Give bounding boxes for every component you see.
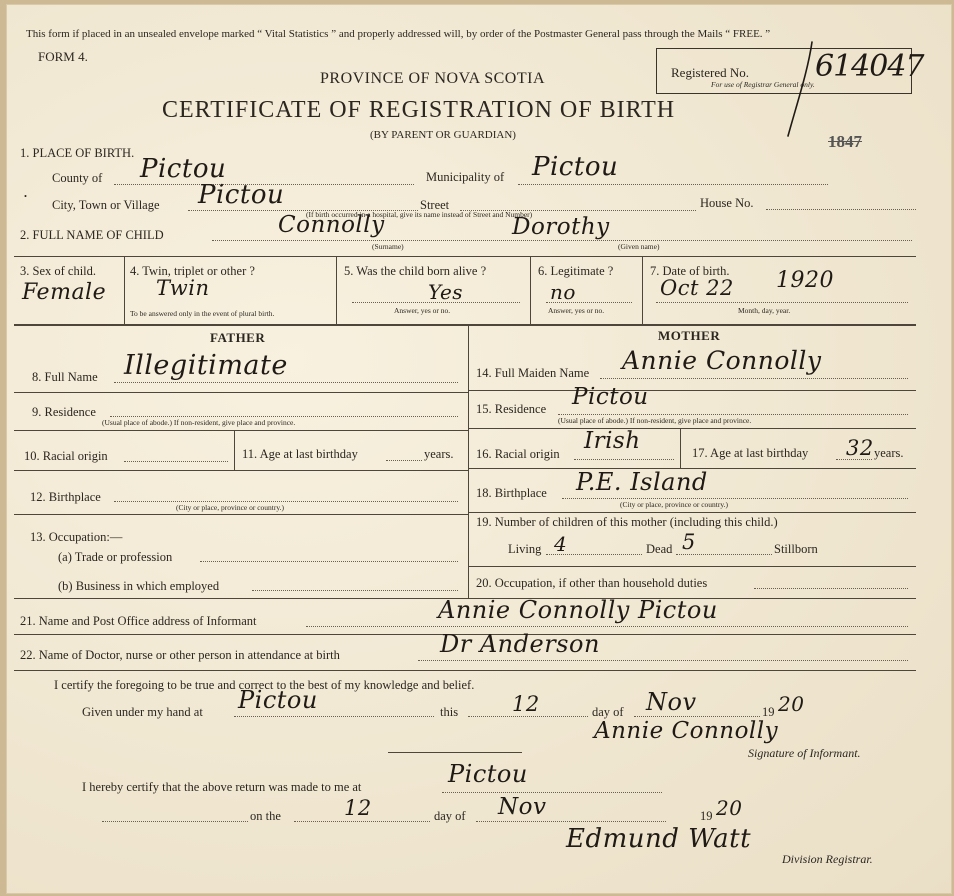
father-business-line — [252, 590, 458, 591]
father-rule-3 — [14, 470, 468, 471]
born-alive-label: 5. Was the child born alive ? — [344, 264, 487, 278]
municipality-label: Municipality of — [426, 170, 505, 184]
municipality-line — [518, 184, 828, 185]
twin-label: 4. Twin, triplet or other ? — [130, 264, 255, 278]
house-no-label: House No. — [700, 196, 754, 210]
father-trade-line — [200, 561, 458, 562]
cert-month-value: Nov — [646, 688, 697, 716]
county-value: Pictou — [140, 154, 227, 184]
father-birthplace-label: 12. Birthplace — [30, 490, 101, 504]
given-place-line — [234, 716, 434, 717]
father-residence-note: (Usual place of abode.) If non-resident, give place and province. — [102, 418, 296, 427]
dead-line — [676, 554, 772, 555]
registrar-lead-line — [102, 821, 248, 822]
signature-caption: Signature of Informant. — [748, 746, 861, 760]
mother-name-label: 14. Full Maiden Name — [476, 366, 590, 380]
informant-line — [306, 626, 908, 627]
registrar-place-value: Pictou — [448, 760, 528, 788]
child-surname-value: Connolly — [278, 212, 385, 238]
postal-notice: This form if placed in an unsealed envelope marked “ Vital Statistics ” and properly addressed will, by order of the Postmaster General pass through the Mails “ FREE. ” — [26, 28, 771, 40]
father-name-value: Illegitimate — [124, 350, 288, 381]
given-under-label: Given under my hand at — [82, 705, 203, 719]
child-name-line — [212, 240, 912, 241]
dead-label: Dead — [646, 542, 673, 556]
box-divider-4 — [642, 256, 643, 324]
registrar-place-line — [442, 792, 662, 793]
twin-value: Twin — [156, 276, 210, 300]
box-divider-1 — [124, 256, 125, 324]
registrar-day-of-label: day of — [434, 809, 466, 823]
registrar-day-line — [294, 821, 430, 822]
mother-residence-line — [558, 414, 908, 415]
mother-residence-label: 15. Residence — [476, 402, 547, 416]
cert-month-line — [634, 716, 760, 717]
city-label: City, Town or Village — [52, 198, 160, 212]
date-of-birth-label: 7. Date of birth. — [650, 264, 730, 278]
child-given-value: Dorothy — [512, 214, 610, 240]
place-of-birth-label: 1. PLACE OF BIRTH. — [20, 146, 135, 160]
born-alive-value: Yes — [428, 280, 464, 304]
father-trade-label: (a) Trade or profession — [58, 550, 173, 564]
mother-racial-value: Irish — [584, 428, 641, 454]
father-racial-label: 10. Racial origin — [24, 449, 108, 463]
sex-value: Female — [22, 280, 107, 305]
mother-heading: MOTHER — [658, 328, 721, 343]
rule-cert-top — [14, 670, 916, 671]
mother-rule-1 — [468, 390, 916, 391]
mother-residence-value: Pictou — [572, 384, 649, 410]
date-of-birth-value: Oct 22 — [660, 276, 734, 300]
form-number: FORM 4. — [38, 49, 88, 64]
legitimate-value: no — [550, 280, 576, 304]
father-residence-line — [110, 416, 458, 417]
bullet-mark: • — [24, 191, 27, 201]
father-birthplace-line — [114, 501, 458, 502]
doctor-line — [418, 660, 908, 661]
row-rule-bottom — [14, 324, 916, 326]
registered-number: 614047 — [815, 49, 924, 84]
cert-year-prefix: 19 — [762, 705, 775, 719]
given-name-caption: (Given name) — [618, 242, 660, 251]
stillborn-label: Stillborn — [774, 542, 818, 556]
mother-occupation-line — [754, 588, 908, 589]
legitimate-label: 6. Legitimate ? — [538, 264, 614, 278]
this-label: this — [440, 705, 459, 719]
living-value: 4 — [554, 532, 568, 556]
mother-birthplace-label: 18. Birthplace — [476, 486, 547, 500]
father-age-line — [386, 460, 422, 461]
dead-value: 5 — [682, 530, 696, 554]
certification-statement: I certify the foregoing to be true and correct to the best of my knowledge and belief. — [54, 678, 475, 692]
sex-label: 3. Sex of child. — [20, 264, 97, 278]
box-divider-3 — [530, 256, 531, 324]
mother-name-value: Annie Connolly — [622, 346, 822, 375]
mother-age-label: 17. Age at last birthday — [692, 446, 809, 460]
father-racial-divider — [234, 430, 235, 470]
father-residence-label: 9. Residence — [32, 405, 96, 419]
father-heading: FATHER — [210, 330, 266, 345]
registered-label: Registered No. — [671, 65, 749, 80]
city-value: Pictou — [198, 180, 285, 210]
mother-age-value: 32 — [846, 436, 874, 460]
legitimate-note: Answer, yes or no. — [548, 306, 605, 315]
mother-rule-4 — [468, 512, 916, 513]
informant-value: Annie Connolly Pictou — [438, 596, 718, 624]
registrar-month-value: Nov — [498, 794, 547, 820]
mother-occupation-label: 20. Occupation, if other than household duties — [476, 576, 708, 590]
mother-racial-divider — [680, 428, 681, 468]
cert-day-line — [468, 716, 588, 717]
document-title: CERTIFICATE OF REGISTRATION OF BIRTH — [162, 97, 676, 123]
box-divider-2 — [336, 256, 337, 324]
born-alive-note: Answer, yes or no. — [394, 306, 451, 315]
mother-racial-label: 16. Racial origin — [476, 447, 560, 461]
father-business-label: (b) Business in which employed — [58, 579, 220, 593]
mother-birthplace-value: P.E. Island — [576, 468, 708, 496]
registrar-general-note: For use of Registrar General only. — [711, 80, 815, 89]
hospital-note: (If birth occurred in a hospital, give its name instead of Street and Number) — [306, 210, 533, 219]
mother-racial-line — [574, 459, 674, 460]
street-label: Street — [420, 198, 450, 212]
row-rule-top — [14, 256, 916, 257]
mother-age-unit: years. — [874, 446, 904, 460]
column-divider — [468, 324, 469, 598]
corner-file-mark: 1847 — [828, 132, 862, 151]
registrar-year-prefix: 19 — [700, 809, 713, 823]
registrar-year-value: 20 — [716, 796, 743, 820]
date-of-birth-year: 1920 — [776, 268, 834, 293]
child-name-label: 2. FULL NAME OF CHILD — [20, 228, 164, 242]
province-heading: PROVINCE OF NOVA SCOTIA — [320, 70, 546, 87]
father-rule-1 — [14, 392, 468, 393]
registrar-caption: Division Registrar. — [782, 852, 873, 866]
registrar-on-the-label: on the — [250, 809, 281, 823]
living-label: Living — [508, 542, 542, 556]
cert-year-value: 20 — [778, 692, 805, 716]
date-of-birth-line — [656, 302, 908, 303]
mother-name-line — [600, 378, 908, 379]
mother-rule-5 — [468, 566, 916, 567]
mother-children-label: 19. Number of children of this mother (including this child.) — [476, 515, 778, 529]
father-name-line — [114, 382, 458, 383]
informant-label: 21. Name and Post Office address of Informant — [20, 614, 257, 628]
cert-day-value: 12 — [512, 692, 540, 716]
registrar-statement: I hereby certify that the above return was made to me at — [82, 780, 362, 794]
municipality-value: Pictou — [532, 152, 619, 182]
father-occupation-label: 13. Occupation:— — [30, 530, 123, 544]
twin-note: To be answered only in the event of plural birth. — [130, 309, 275, 318]
mother-residence-note: (Usual place of abode.) If non-resident, give place and province. — [558, 416, 752, 425]
father-racial-line — [124, 461, 228, 462]
date-of-birth-note: Month, day, year. — [738, 306, 791, 315]
father-rule-2 — [14, 430, 468, 431]
doctor-value: Dr Anderson — [440, 630, 600, 658]
registrar-month-line — [476, 821, 666, 822]
doctor-label: 22. Name of Doctor, nurse or other person in attendance at birth — [20, 648, 340, 662]
cert-separator — [388, 752, 522, 753]
father-age-label: 11. Age at last birthday — [242, 447, 358, 461]
father-age-unit: years. — [424, 447, 454, 461]
cert-day-of-label: day of — [592, 705, 624, 719]
father-rule-4 — [14, 514, 468, 515]
mother-rule-2 — [468, 428, 916, 429]
pen-stroke-mark — [780, 40, 820, 140]
mother-birthplace-note: (City or place, province or country.) — [620, 500, 729, 509]
father-name-label: 8. Full Name — [32, 370, 98, 384]
county-label: County of — [52, 171, 103, 185]
mother-birthplace-line — [562, 498, 908, 499]
document-subtitle: (BY PARENT OR GUARDIAN) — [370, 129, 516, 141]
surname-caption: (Surname) — [372, 242, 404, 251]
registrar-day-value: 12 — [344, 796, 372, 820]
father-birthplace-note: (City or place, province or country.) — [176, 503, 285, 512]
informant-signature: Annie Connolly — [594, 718, 779, 744]
given-place-value: Pictou — [238, 686, 318, 714]
registrar-signature: Edmund Watt — [566, 824, 752, 854]
house-no-line — [766, 209, 916, 210]
birth-certificate — [6, 4, 952, 894]
